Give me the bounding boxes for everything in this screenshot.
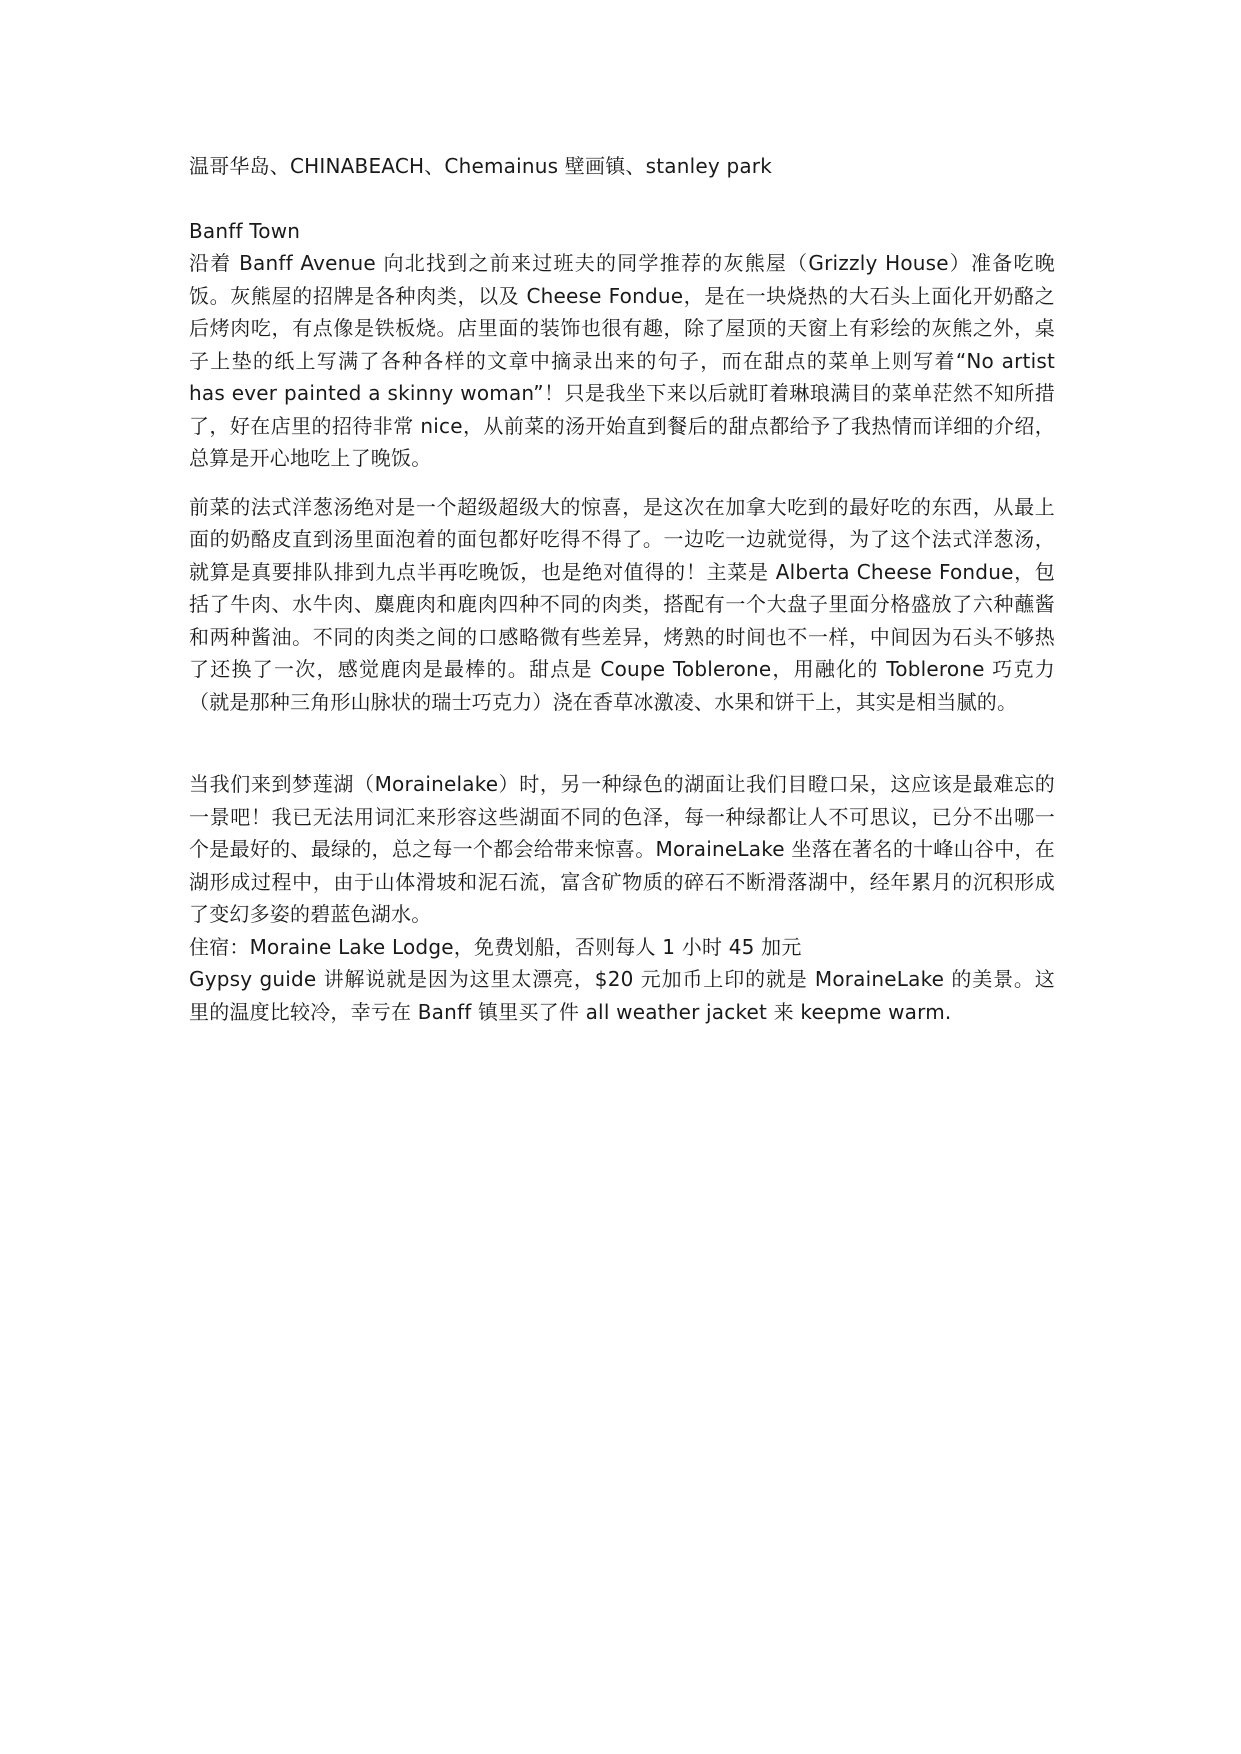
spacer xyxy=(189,475,1055,491)
spacer xyxy=(189,718,1055,768)
banff-heading: Banff Town xyxy=(189,218,301,243)
moraine-paragraph: 当我们来到梦莲湖（Morainelake）时，另一种绿色的湖面让我们目瞪口呆，这应该是最难忘的一景吧！我已无法用词汇来形容这些湖面不同的色泽，每一种绿都让人不可思议，已分不出哪一个是最好的、最绿的，总之每一个都会给带来惊喜。MoraineLake 坐落在著名的十峰山谷中，在湖形成过程中，由于山体滑坡和泥石流，富含矿物质的碎石不断滑落湖中，经年累月的沉积形成了变幻多姿的碧蓝色湖水。 xyxy=(189,772,1055,926)
dinner-paragraph: 前菜的法式洋葱汤绝对是一个超级超级大的惊喜，是这次在加拿大吃到的最好吃的东西，从最上面的奶酪皮直到汤里面泡着的面包都好吃得不得了。一边吃一边就觉得，为了这个法式洋葱汤，就算是真要排队排到九点半再吃晚饭，也是绝对值得的！主菜是 Alberta Cheese Fondue，包括了牛肉、水牛肉、麋鹿肉和鹿肉四种不同的肉类，搭配有一个大盘子里面分格盛放了六种蘸酱和两种酱油。不同的肉类之间的口感略微有些差异，烤熟的时间也不一样，中间因为石头不够热了还换了一次，感觉鹿肉是最棒的。甜点是 Coupe Toblerone，用融化的 Toblerone 巧克力（就是那种三角形山脉状的瑞士巧克力）浇在香草冰激凌、水果和饼干上，其实是相当腻的。 xyxy=(189,494,1055,714)
document-body xyxy=(189,150,1055,1028)
banff-paragraph: 沿着 Banff Avenue 向北找到之前来过班夫的同学推荐的灰熊屋（Grizzly House）准备吃晚饭。灰熊屋的招牌是各种肉类，以及 Cheese Fondue，是在一块烧热的大石头上面化开奶酪之后烤肉吃，有点像是铁板烧。店里面的装饰也很有趣，除了屋顶的天窗上有彩绘的灰熊之外，桌子上垫的纸上写满了各种各样的文章中摘录出来的句子，而在甜点的菜单上则写着“No artist has ever painted a skinny woman”！只是我坐下来以后就盯着琳琅满目的菜单茫然不知所措了，好在店里的招待非常 nice，从前菜的汤开始直到餐后的甜点都给予了我热情而详细的介绍，总算是开心地吃上了晚饭。 xyxy=(189,251,1055,470)
lodging-line: 住宿：Moraine Lake Lodge，免费划船，否则每人 1 小时 45 加元 xyxy=(189,934,802,959)
guide-paragraph: Gypsy guide 讲解说就是因为这里太漂亮，$20 元加币上印的就是 MoraineLake 的美景。这里的温度比较冷，幸亏在 Banff 镇里买了件 all weather jacket 来 keepme warm. xyxy=(189,967,1055,1024)
intro-line: 温哥华岛、CHINABEACH、Chemainus 壁画镇、stanley park xyxy=(189,154,773,178)
spacer xyxy=(189,183,1055,215)
